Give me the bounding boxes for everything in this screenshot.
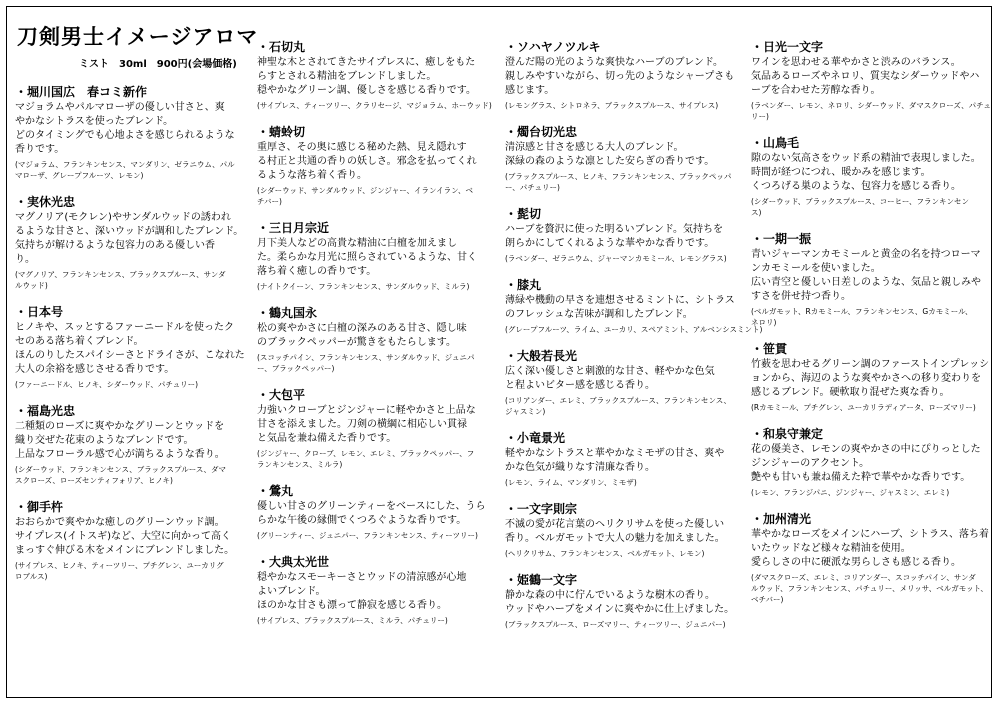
aroma-name: ・髭切 (505, 207, 542, 221)
aroma-ingredients (257, 615, 493, 626)
description-line: 不滅の愛が花言葉のヘリクリサムを使った優しい (505, 519, 725, 530)
aroma-entry (505, 277, 763, 335)
aroma-description (751, 56, 987, 98)
description-line: 愛らしさの中に硬派な男らしさも感じる香り。 (751, 557, 961, 568)
aroma-description (257, 322, 493, 350)
aroma-description (505, 223, 741, 251)
description-line: ンカモミールを使いました。 (751, 263, 881, 274)
ingredients-line: (コリアンダー、エレミ、ブラックスプルース、フランキンセンス、 (505, 396, 731, 405)
aroma-entry (257, 387, 493, 470)
description-line: 薄緑や機動の早さを連想させるミントに、シトラス (505, 295, 735, 306)
ingredients-line: ー、ブラックペッパー) (257, 364, 335, 373)
aroma-description (257, 571, 493, 613)
description-line: 二種類のローズに爽やかなグリーンとウッドを (15, 421, 225, 432)
description-line: と程よいビター感を感じる香り。 (505, 380, 655, 391)
aroma-name: ・ソハヤノツルキ (505, 40, 601, 54)
aroma-name: ・一文字則宗 (505, 502, 578, 516)
description-line: いたウッドなど様々な精油を使用。 (751, 543, 911, 554)
ingredients-line: ベチバー) (751, 595, 784, 604)
description-line: かな色気が織りなす清廉な香り。 (505, 462, 655, 473)
description-line: ウッドやハーブをメインに爽やかに仕上げました。 (505, 604, 735, 615)
aroma-entry (505, 501, 741, 559)
aroma-name: ・鶯丸 (257, 484, 294, 498)
description-line: 力強いクローブとジンジャーに軽やかさと上品な (257, 405, 476, 416)
description-line: と気品を兼ね備えた香りです。 (257, 433, 397, 444)
description-line: 月下美人などの高貴な精油に白檀を加えまし (257, 238, 457, 249)
description-line: 感じます。 (505, 85, 555, 96)
ingredients-line: (シダーウッド、フランキンセンス、ブラックスプルース、ダマ (15, 465, 227, 474)
ingredients-line: (マグノリア、フランキンセンス、ブラックスプルース、サンダ (15, 270, 226, 279)
aroma-ingredients (751, 487, 987, 498)
description-line: 大人の余裕を感じさせる香りです。 (15, 364, 175, 375)
aroma-ingredients (15, 464, 247, 486)
aroma-description (505, 365, 741, 393)
aroma-description (15, 321, 247, 377)
ingredients-line: (レモングラス、シトロネラ、ブラックスプルース、サイプレス) (505, 101, 719, 110)
aroma-entry (257, 220, 493, 292)
aroma-name: ・山鳥毛 (751, 136, 800, 150)
aroma-name: ・姫鶴一文字 (505, 573, 578, 587)
description-line: のブラックペッパーが驚きをもたらします。 (257, 337, 456, 348)
aroma-ingredients (751, 100, 991, 122)
aroma-name: ・日本号 (15, 305, 64, 319)
aroma-entry (751, 135, 987, 218)
ingredients-line: ス) (751, 208, 762, 217)
ingredients-line: (ブラックスプルース、ローズマリー、ティーツリー、ジュニパー) (505, 620, 726, 629)
aroma-ingredients (751, 306, 987, 328)
aroma-ingredients (15, 560, 247, 582)
aroma-ingredients (15, 159, 247, 181)
description-line: 織り交ぜた花束のようなブレンドです。 (15, 435, 194, 446)
aroma-description (751, 248, 987, 304)
aroma-ingredients (505, 171, 741, 193)
description-line: 穏やかなグリーン調、優しさを感じる香りです。 (257, 85, 476, 96)
description-line: 華やかなローズをメインにハーブ、シトラス、落ち着 (751, 529, 989, 540)
description-line: 花の優美さ、レモンの爽やかさの中にぴりっとした (751, 444, 981, 455)
ingredients-line: ー、パチュリー) (505, 183, 560, 192)
aroma-entry (751, 39, 991, 122)
aroma-description (257, 404, 493, 446)
description-line: マグノリア(モクレン)やサンダルウッドの誘われ (15, 212, 231, 223)
description-line: 神聖な木とされてきたサイプレスに、癒しをもた (257, 57, 476, 68)
entries-col-4 (751, 39, 991, 605)
aroma-ingredients (257, 530, 493, 541)
aroma-name: ・笹貫 (751, 342, 788, 356)
description-line: る村正と共通の香りの妖しさ。邪念を払ってくれ (257, 156, 477, 167)
aroma-name: ・石切丸 (257, 40, 306, 54)
description-line: どのタイミングでも心地よさを感じられるような (15, 130, 235, 141)
column-4 (751, 39, 991, 618)
aroma-description (751, 528, 987, 570)
aroma-entry (751, 231, 987, 328)
aroma-ingredients (505, 100, 741, 111)
description-line: るような甘さと、深いウッドが調和したブレンド。 (15, 226, 244, 237)
description-line: 気持ちが解けるような包容力のある優しい香 (15, 240, 215, 251)
column-3 (505, 39, 763, 643)
description-line: すさを併せ持つ香り。 (751, 291, 851, 302)
description-line: 静かな森の中に佇んでいるような樹木の香り。 (505, 590, 715, 601)
aroma-entry (505, 39, 741, 111)
ingredients-line: (マジョラム、フランキンセンス、マンダリン、ゼラニウム、パル (15, 160, 235, 169)
description-line: 清涼感と甘さを感じる大人のブレンド。 (505, 142, 684, 153)
aroma-description (15, 211, 247, 267)
column-1 (15, 21, 259, 595)
aroma-ingredients (505, 477, 741, 488)
description-line: 艶やも甘いも兼ね備えた粋で華やかな香りです。 (751, 472, 971, 483)
aroma-name: ・御手杵 (15, 500, 64, 514)
aroma-entry (257, 483, 493, 541)
ingredients-line: (サイプレス、ティーツリー、クラリセージ、マジョラム、ホーウッド) (257, 101, 492, 110)
entries-col-3 (505, 39, 763, 630)
ingredients-line: リー) (751, 112, 769, 121)
aroma-name: ・大般若長光 (505, 349, 578, 363)
description-line: 穏やかなスモーキーさとウッドの清涼感が心地 (257, 572, 467, 583)
description-line: まっすぐ伸びる木をメインにブレンドしました。 (15, 545, 235, 556)
description-line: マジョラムやパルマローザの優しい甘さと、爽 (15, 102, 225, 113)
description-line: ーブを合わせた芳醇な香り。 (751, 85, 881, 96)
ingredients-line: (ブラックスプルース、ヒノキ、フランキンセンス、ブラックペッパ (505, 172, 732, 181)
aroma-entry (15, 84, 247, 181)
description-line: ジンジャーのアクセント。 (751, 458, 870, 469)
description-line: 香りです。 (15, 144, 65, 155)
aroma-name: ・一期一振 (751, 232, 812, 246)
description-line: 香り。ベルガモットで大人の魅力を加えました。 (505, 533, 725, 544)
aroma-ingredients (257, 100, 493, 111)
aroma-ingredients (751, 572, 987, 605)
description-line: 甘さを添えました。刀剣の横綱に相応しい貫禄 (257, 419, 467, 430)
description-line: た。柔らかな月光に照らされているような、甘く (257, 252, 477, 263)
ingredients-line: (ヘリクリサム、フランキンセンス、ベルガモット、レモン) (505, 549, 705, 558)
product-sheet (6, 6, 992, 698)
aroma-description (505, 294, 741, 322)
ingredients-line: (サイプレス、ブラックスプルース、ミルラ、パチュリー) (257, 616, 448, 625)
description-line: り。 (15, 254, 35, 265)
description-line: 竹薮を思わせるグリーン調のファーストインプレッシ (751, 359, 990, 370)
aroma-description (751, 358, 990, 400)
ingredients-line: ロブルス) (15, 572, 48, 581)
aroma-description (257, 237, 493, 279)
description-line: るような落ち着く香り。 (257, 170, 367, 181)
description-line: 広い青空と優しい日差しのような、気品と親しみや (751, 277, 981, 288)
aroma-description (15, 420, 247, 462)
description-line: 広く深い優しさと刺激的な甘さ、軽やかな色気 (505, 366, 715, 377)
aroma-description (751, 443, 987, 485)
aroma-ingredients (257, 281, 493, 292)
aroma-ingredients (15, 269, 247, 291)
description-line: ハーブを贅沢に使った明るいブレンド。気持ちを (505, 224, 723, 235)
ingredients-line: ルウッド) (15, 281, 48, 290)
description-line: 重厚さ、その奥に感じる秘めた熱、見え隠れす (257, 142, 467, 153)
ingredients-line: マローザ、グレープフルーツ、レモン) (15, 171, 144, 180)
ingredients-line: (グレープフルーツ、ライム、ユーカリ、スペアミント、アルベンシスミント) (505, 325, 763, 334)
ingredients-line: (ベルガモット、Rカモミール、フランキンセンス、Gカモミール、 (751, 307, 973, 316)
aroma-ingredients (505, 395, 741, 417)
ingredients-line: ランキンセンス、ミルラ) (257, 460, 343, 469)
aroma-ingredients (257, 448, 493, 470)
aroma-description (751, 152, 987, 194)
aroma-name: ・実休光忠 (15, 195, 76, 209)
aroma-description (257, 500, 493, 528)
description-line: 深緑の森のような凛とした安らぎの香りです。 (505, 156, 715, 167)
description-line: くつろげる巣のような、包容力を感じる香り。 (751, 181, 961, 192)
ingredients-line: (ダマスクローズ、エレミ、コリアンダー、スコッチパイン、サンダ (751, 573, 976, 582)
column-2 (257, 39, 493, 639)
aroma-ingredients (257, 185, 493, 207)
aroma-entry (257, 39, 493, 111)
aroma-ingredients (505, 324, 763, 335)
aroma-name: ・膝丸 (505, 278, 542, 292)
description-line: 澄んだ陽の光のような爽快なハーブのブレンド。 (505, 57, 723, 68)
description-line: 上品なフローラル感で心が満ちるような香り。 (15, 449, 225, 460)
ingredients-line: ルウッド、フランキンセンス、パチュリー、メリッサ、ベルガモット、 (751, 584, 988, 593)
ingredients-line: (ラベンダー、レモン、ネロリ、シダーウッド、ダマスクローズ、パチュ (751, 101, 991, 110)
aroma-name: ・三日月宗近 (257, 221, 330, 235)
description-line: らすとされる精油をブレンドしました。 (257, 71, 437, 82)
ingredients-line: (スコッチパイン、フランキンセンス、サンダルウッド、ジュニパ (257, 353, 475, 362)
aroma-name: ・大典太光世 (257, 555, 330, 569)
page-title: 刀剣男士イメージアロマ (17, 25, 259, 49)
aroma-name: ・堀川国広 春コミ新作 (15, 85, 148, 99)
description-line: 時間が経つにつれ、暖かみを感じます。 (751, 167, 931, 178)
aroma-name: ・鶴丸国永 (257, 306, 318, 320)
ingredients-line: (シダーウッド、ブラックスプルース、コーヒー、フランキンセン (751, 197, 969, 206)
description-line: らかな午後の縁側でくつろぐような香りです。 (257, 515, 467, 526)
entries-col-1 (15, 84, 247, 582)
aroma-description (505, 518, 741, 546)
description-line: ほのかな甘さも漂って静寂を感じる香り。 (257, 600, 447, 611)
description-line: セのある落ち着くブレンド。 (15, 336, 144, 347)
description-line: 感じるブレンド。硬軟取り混ぜた爽な香り。 (751, 387, 950, 398)
aroma-name: ・燭台切光忠 (505, 125, 578, 139)
description-line: 朗らかにしてくれるような華やかな香りです。 (505, 238, 715, 249)
aroma-description (505, 447, 741, 475)
aroma-entry (15, 403, 247, 486)
aroma-entry (751, 426, 987, 498)
description-line: 青いジャーマンカモミールと黄金の名を持つローマ (751, 249, 981, 260)
description-line: ヒノキや、スッとするファーニードルを使ったク (15, 322, 234, 333)
price-subtitle: ミスト 30ml 900円(会場価格) (79, 59, 237, 70)
aroma-ingredients (505, 548, 741, 559)
ingredients-line: (Rカモミール、プチグレン、ユーカリラディアータ、ローズマリー) (751, 403, 976, 412)
description-line: ョンから、海辺のような爽やかさへの移り変わりを (751, 373, 981, 384)
aroma-entry (257, 124, 493, 207)
aroma-ingredients (15, 379, 247, 390)
ingredients-line: ジャスミン) (505, 407, 546, 416)
aroma-name: ・小竜景光 (505, 431, 566, 445)
description-line: 隙のない気高さをウッド系の精油で表現しました。 (751, 153, 981, 164)
description-line: ほんのりしたスパイシーさとドライさが、こなれた (15, 350, 245, 361)
aroma-ingredients (751, 402, 987, 413)
ingredients-line: (ファーニードル、ヒノキ、シダーウッド、パチュリー) (15, 380, 199, 389)
ingredients-line: (ナイトクイーン、フランキンセンス、サンダルウッド、ミルラ) (257, 282, 470, 291)
aroma-entry (257, 554, 493, 626)
ingredients-line: (レモン、フランジパニ、ジンジャー、ジャスミン、エレミ) (751, 488, 950, 497)
description-line: 落ち着く癒しの香りです。 (257, 266, 377, 277)
ingredients-line: (ラベンダー、ゼラニウム、ジャーマンカモミール、レモングラス) (505, 254, 727, 263)
aroma-description (505, 589, 741, 617)
description-line: よいブレンド。 (257, 586, 326, 597)
aroma-description (15, 101, 247, 157)
aroma-name: ・日光一文字 (751, 40, 824, 54)
description-line: 松の爽やかさに白檀の深みのある甘さ、隠し味 (257, 323, 467, 334)
aroma-entry (751, 511, 987, 605)
ingredients-line: (レモン、ライム、マンダリン、ミモザ) (505, 478, 637, 487)
ingredients-line: (サイプレス、ヒノキ、ティーツリー、プチグレン、ユーカリグ (15, 561, 224, 570)
aroma-entry (257, 305, 493, 374)
aroma-entry (505, 348, 741, 417)
aroma-description (257, 56, 493, 98)
aroma-entry (505, 430, 741, 488)
aroma-description (505, 141, 741, 169)
aroma-description (15, 516, 247, 558)
aroma-description (505, 56, 741, 98)
aroma-entry (751, 341, 990, 413)
ingredients-line: ネロリ) (751, 318, 777, 327)
aroma-ingredients (505, 253, 741, 264)
aroma-entry (15, 194, 247, 291)
description-line: おおらかで爽やかな癒しのグリーンウッド調。 (15, 517, 225, 528)
ingredients-line: (ジンジャー、クローブ、レモン、エレミ、ブラックペッパー、フ (257, 449, 475, 458)
ingredients-line: (シダーウッド、サンダルウッド、ジンジャー、イランイラン、ベ (257, 186, 473, 195)
aroma-entry (505, 206, 741, 264)
aroma-entry (505, 124, 741, 193)
description-line: 気品あるローズやネロリ、質実なシダーウッドやハ (751, 71, 980, 82)
aroma-ingredients (751, 196, 987, 218)
description-line: 親しみやすいながら、切っ先のようなシャープさも (505, 71, 735, 82)
description-line: 軽やかなシトラスと華やかなミモザの甘さ、爽や (505, 448, 725, 459)
description-line: やかなシトラスを使ったブレンド。 (15, 116, 174, 127)
aroma-name: ・蜻蛉切 (257, 125, 306, 139)
ingredients-line: スクローズ、ローズセンティフォリア、ヒノキ) (15, 476, 173, 485)
entries-col-2 (257, 39, 493, 626)
aroma-name: ・和泉守兼定 (751, 427, 824, 441)
description-line: サイプレス(イトスギ)など、大空に向かって高く (15, 531, 232, 542)
aroma-name: ・大包平 (257, 388, 306, 402)
aroma-description (257, 141, 493, 183)
aroma-name: ・加州清光 (751, 512, 812, 526)
description-line: 優しい甘さのグリーンティーをベースにした、うら (257, 501, 486, 512)
aroma-ingredients (505, 619, 741, 630)
aroma-name: ・福島光忠 (15, 404, 76, 418)
description-line: のフレッシュな苦味が調和したブレンド。 (505, 309, 693, 320)
ingredients-line: チバー) (257, 197, 282, 206)
aroma-entry (15, 499, 247, 582)
aroma-entry (15, 304, 247, 390)
description-line: ワインを思わせる華やかさと渋みのバランス。 (751, 57, 961, 68)
aroma-entry (505, 572, 741, 630)
aroma-ingredients (257, 352, 493, 374)
ingredients-line: (グリーンティー、ジュニパー、フランキンセンス、ティーツリー) (257, 531, 478, 540)
